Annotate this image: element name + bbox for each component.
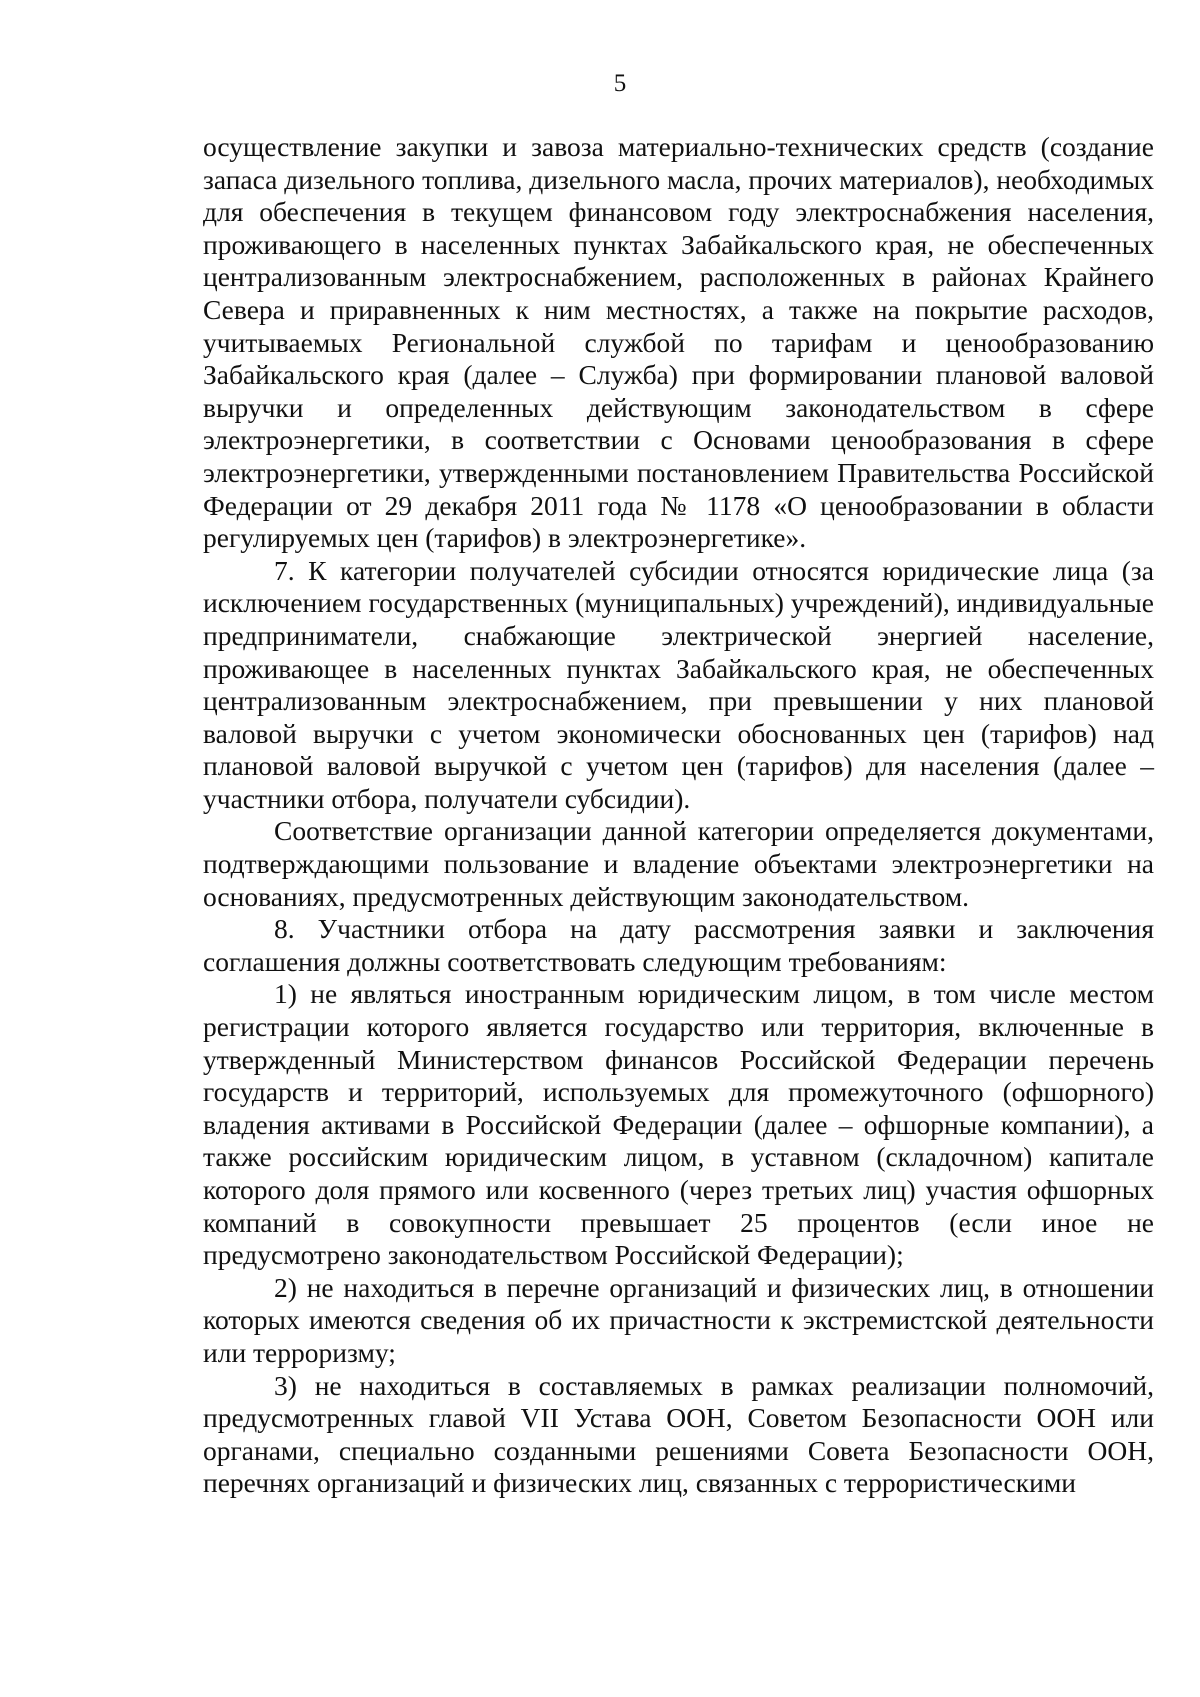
document-body (203, 131, 1154, 1500)
paragraph-requirement-2: 2) не находиться в перечне организаций и физических лиц, в отношении которых имеются сведения об их причастности к экстремистской деятельности или терроризму; (203, 1271, 1154, 1368)
page-number: 5 (613, 70, 627, 97)
paragraph-item-8: 8. Участники отбора на дату рассмотрения заявки и заключения соглашения должны соответствовать следующим требованиям: (203, 913, 1154, 977)
paragraph-category-conformity: Соответствие организации данной категории определяется документами, подтверждающими пользование и владение объектами электроэнергетики на основаниях, предусмотренных действующим законодательством. (203, 815, 1154, 912)
paragraph-requirement-1: 1) не являться иностранным юридическим лицом, в том числе местом регистрации которого является государство или территория, включенные в утвержденный Министерством финансов Российской Федерации перечень государств и территорий, используемых для промежуточного (офшорного) владения активами в Российской Федерации (далее – офшорные компании), а также российским юридическим лицом, в уставном (складочном) капитале которого доля прямого или косвенного (через третьих лиц) участия офшорных компаний в совокупности превышает 25 процентов (если иное не предусмотрено законодательством Российской Федерации); (203, 978, 1154, 1271)
paragraph-continuation: осуществление закупки и завоза материально-технических средств (создание запаса дизельного топлива, дизельного масла, прочих материалов), необходимых для обеспечения в текущем финансовом году электроснабжения населения, проживающего в населенных пунктах Забайкальского края, не обеспеченных централизованным электроснабжением, расположенных в районах Крайнего Севера и приравненных к ним местностях, а также на покрытие расходов, учитываемых Региональной службой по тарифам и ценообразованию Забайкальского края (далее – Служба) при формировании плановой валовой выручки и определенных действующим законодательством в сфере электроэнергетики, в соответствии с Основами ценообразования в сфере электроэнергетики, утвержденными постановлением Правительства Российской Федерации от 29 декабря 2011 года № 1178 «О ценообразовании в области регулируемых цен (тарифов) в электроэнергетике». (203, 131, 1154, 554)
paragraph-item-7: 7. К категории получателей субсидии относятся юридические лица (за исключением государственных (муниципальных) учреждений), индивидуальные предприниматели, снабжающие электрической энергией население, проживающее в населенных пунктах Забайкальского края, не обеспеченных централизованным электроснабжением, при превышении у них плановой валовой выручки с учетом экономически обоснованных цен (тарифов) над плановой валовой выручкой с учетом цен (тарифов) для населения (далее – участники отбора, получатели субсидии). (203, 554, 1154, 814)
paragraph-requirement-3: 3) не находиться в составляемых в рамках реализации полномочий, предусмотренных главой VII Устава ООН, Советом Безопасности ООН или органами, специально созданными решениями Совета Безопасности ООН, перечнях организаций и физических лиц, связанных с террористическими (203, 1369, 1154, 1499)
